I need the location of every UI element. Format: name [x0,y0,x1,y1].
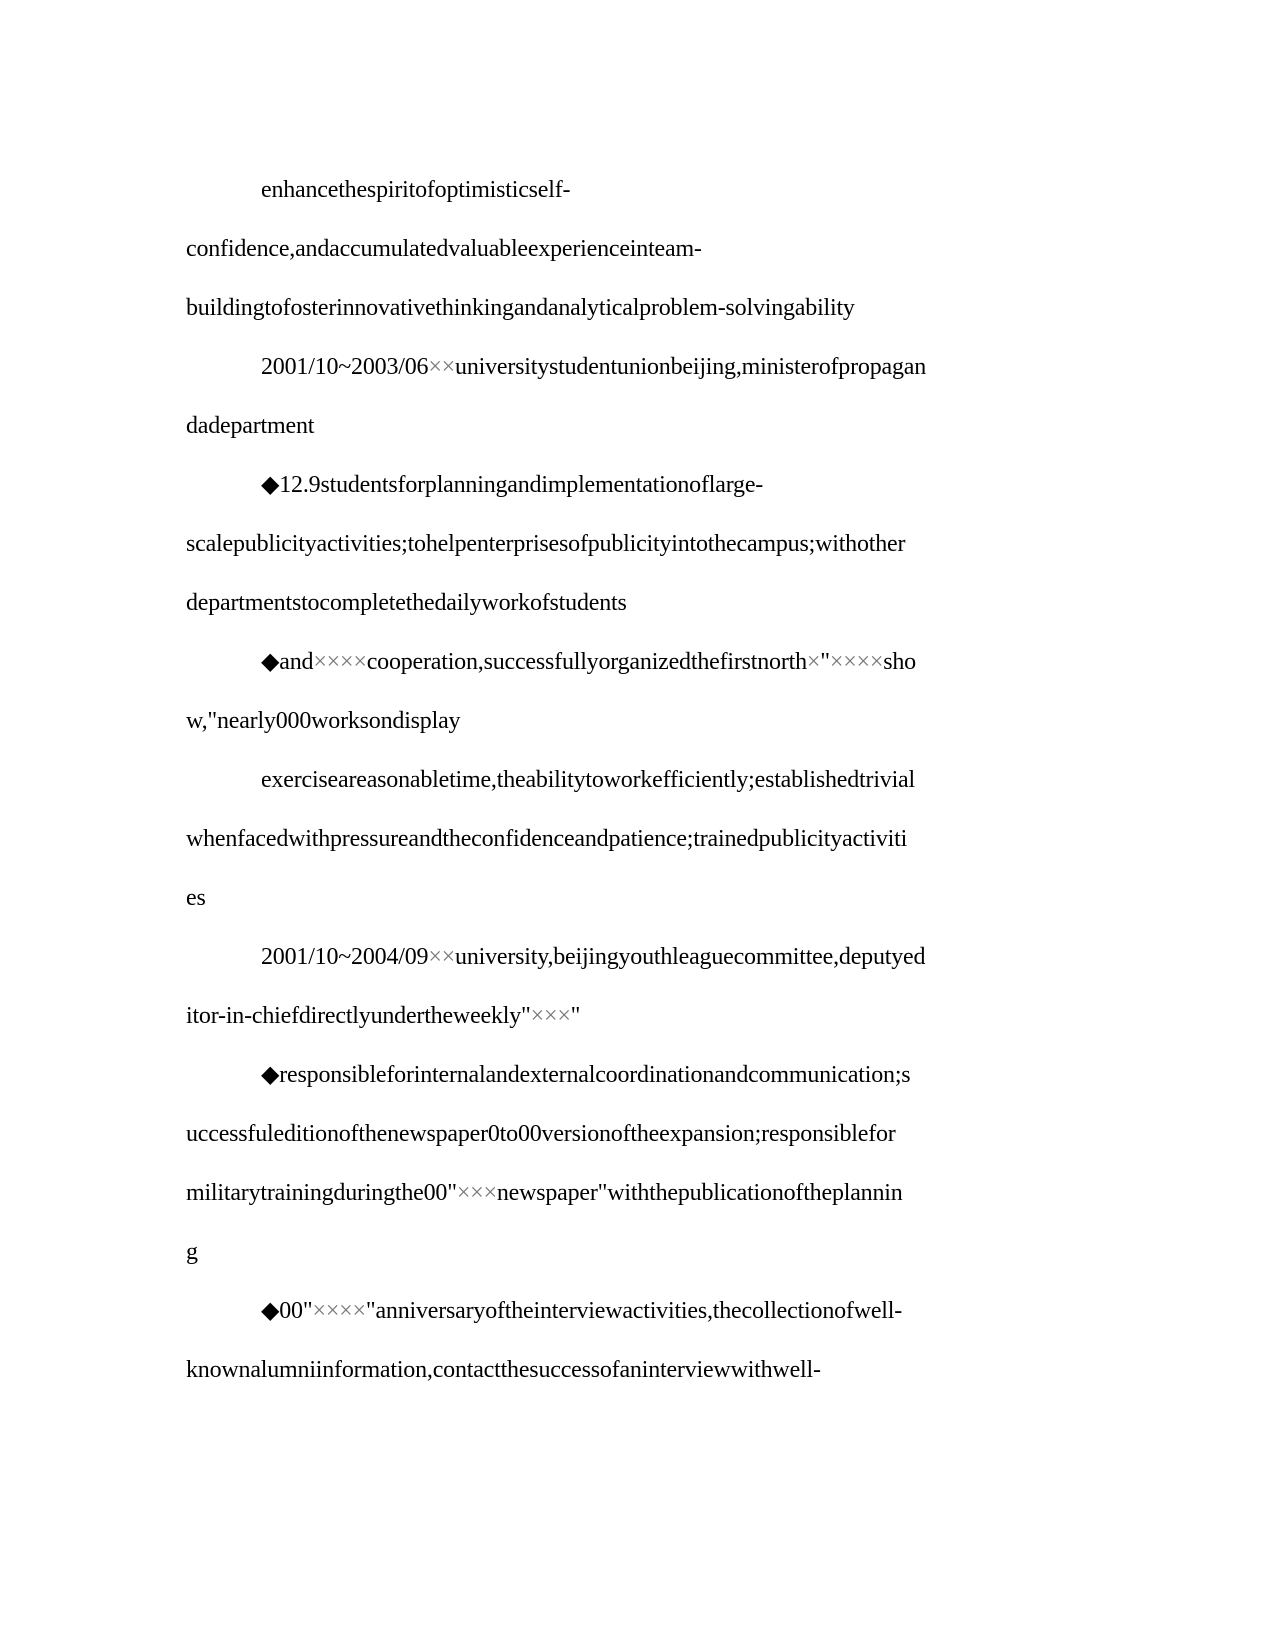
text-line: whenfacedwithpressureandtheconfidenceandpatience;trainedpublicityactiviti [186,826,908,852]
text-line: es [186,885,206,911]
text-line: 2001/10~2004/09××university,beijingyouthleaguecommittee,deputyed [261,944,926,970]
text-line: scalepublicityactivities;tohelpenterprisesofpublicityintothecampus;withother [186,531,906,557]
text-line: militarytrainingduringthe00"×××newspaper"withthepublicationoftheplannin [186,1180,903,1206]
bullet-line: ◆12.9studentsforplanningandimplementationoflarge- [261,472,764,498]
text-line: g [186,1239,198,1265]
bullet-line: ◆and××××cooperation,successfullyorganizedthefirstnorth×"××××sho [261,649,916,675]
bullet-line: ◆responsibleforinternalandexternalcoordinationandcommunication;s [261,1062,911,1088]
text-line: 2001/10~2003/06××universitystudentunionbeijing,ministerofpropagan [261,354,927,380]
text-line: uccessfuleditionofthenewspaper0to00versionoftheexpansion;responsiblefor [186,1121,896,1147]
bullet-line: ◆00"××××"anniversaryoftheinterviewactivities,thecollectionofwell- [261,1298,903,1324]
text-line: exerciseareasonabletime,theabilitytoworkefficiently;establishedtrivial [261,767,915,793]
text-line: confidence,andaccumulatedvaluableexperienceinteam- [186,236,702,262]
text-line: dadepartment [186,413,315,439]
text-line: itor-in-chiefdirectlyundertheweekly"×××" [186,1003,581,1029]
text-line: knownalumniinformation,contactthesuccessofaninterviewwithwell- [186,1357,821,1383]
text-line: buildingtofosterinnovativethinkingandanalyticalproblem-solvingability [186,295,855,321]
text-line: departmentstocompletethedailyworkofstudents [186,590,627,616]
text-line: enhancethespiritofoptimisticself- [261,177,571,203]
text-line: w,"nearly000worksondisplay [186,708,461,734]
